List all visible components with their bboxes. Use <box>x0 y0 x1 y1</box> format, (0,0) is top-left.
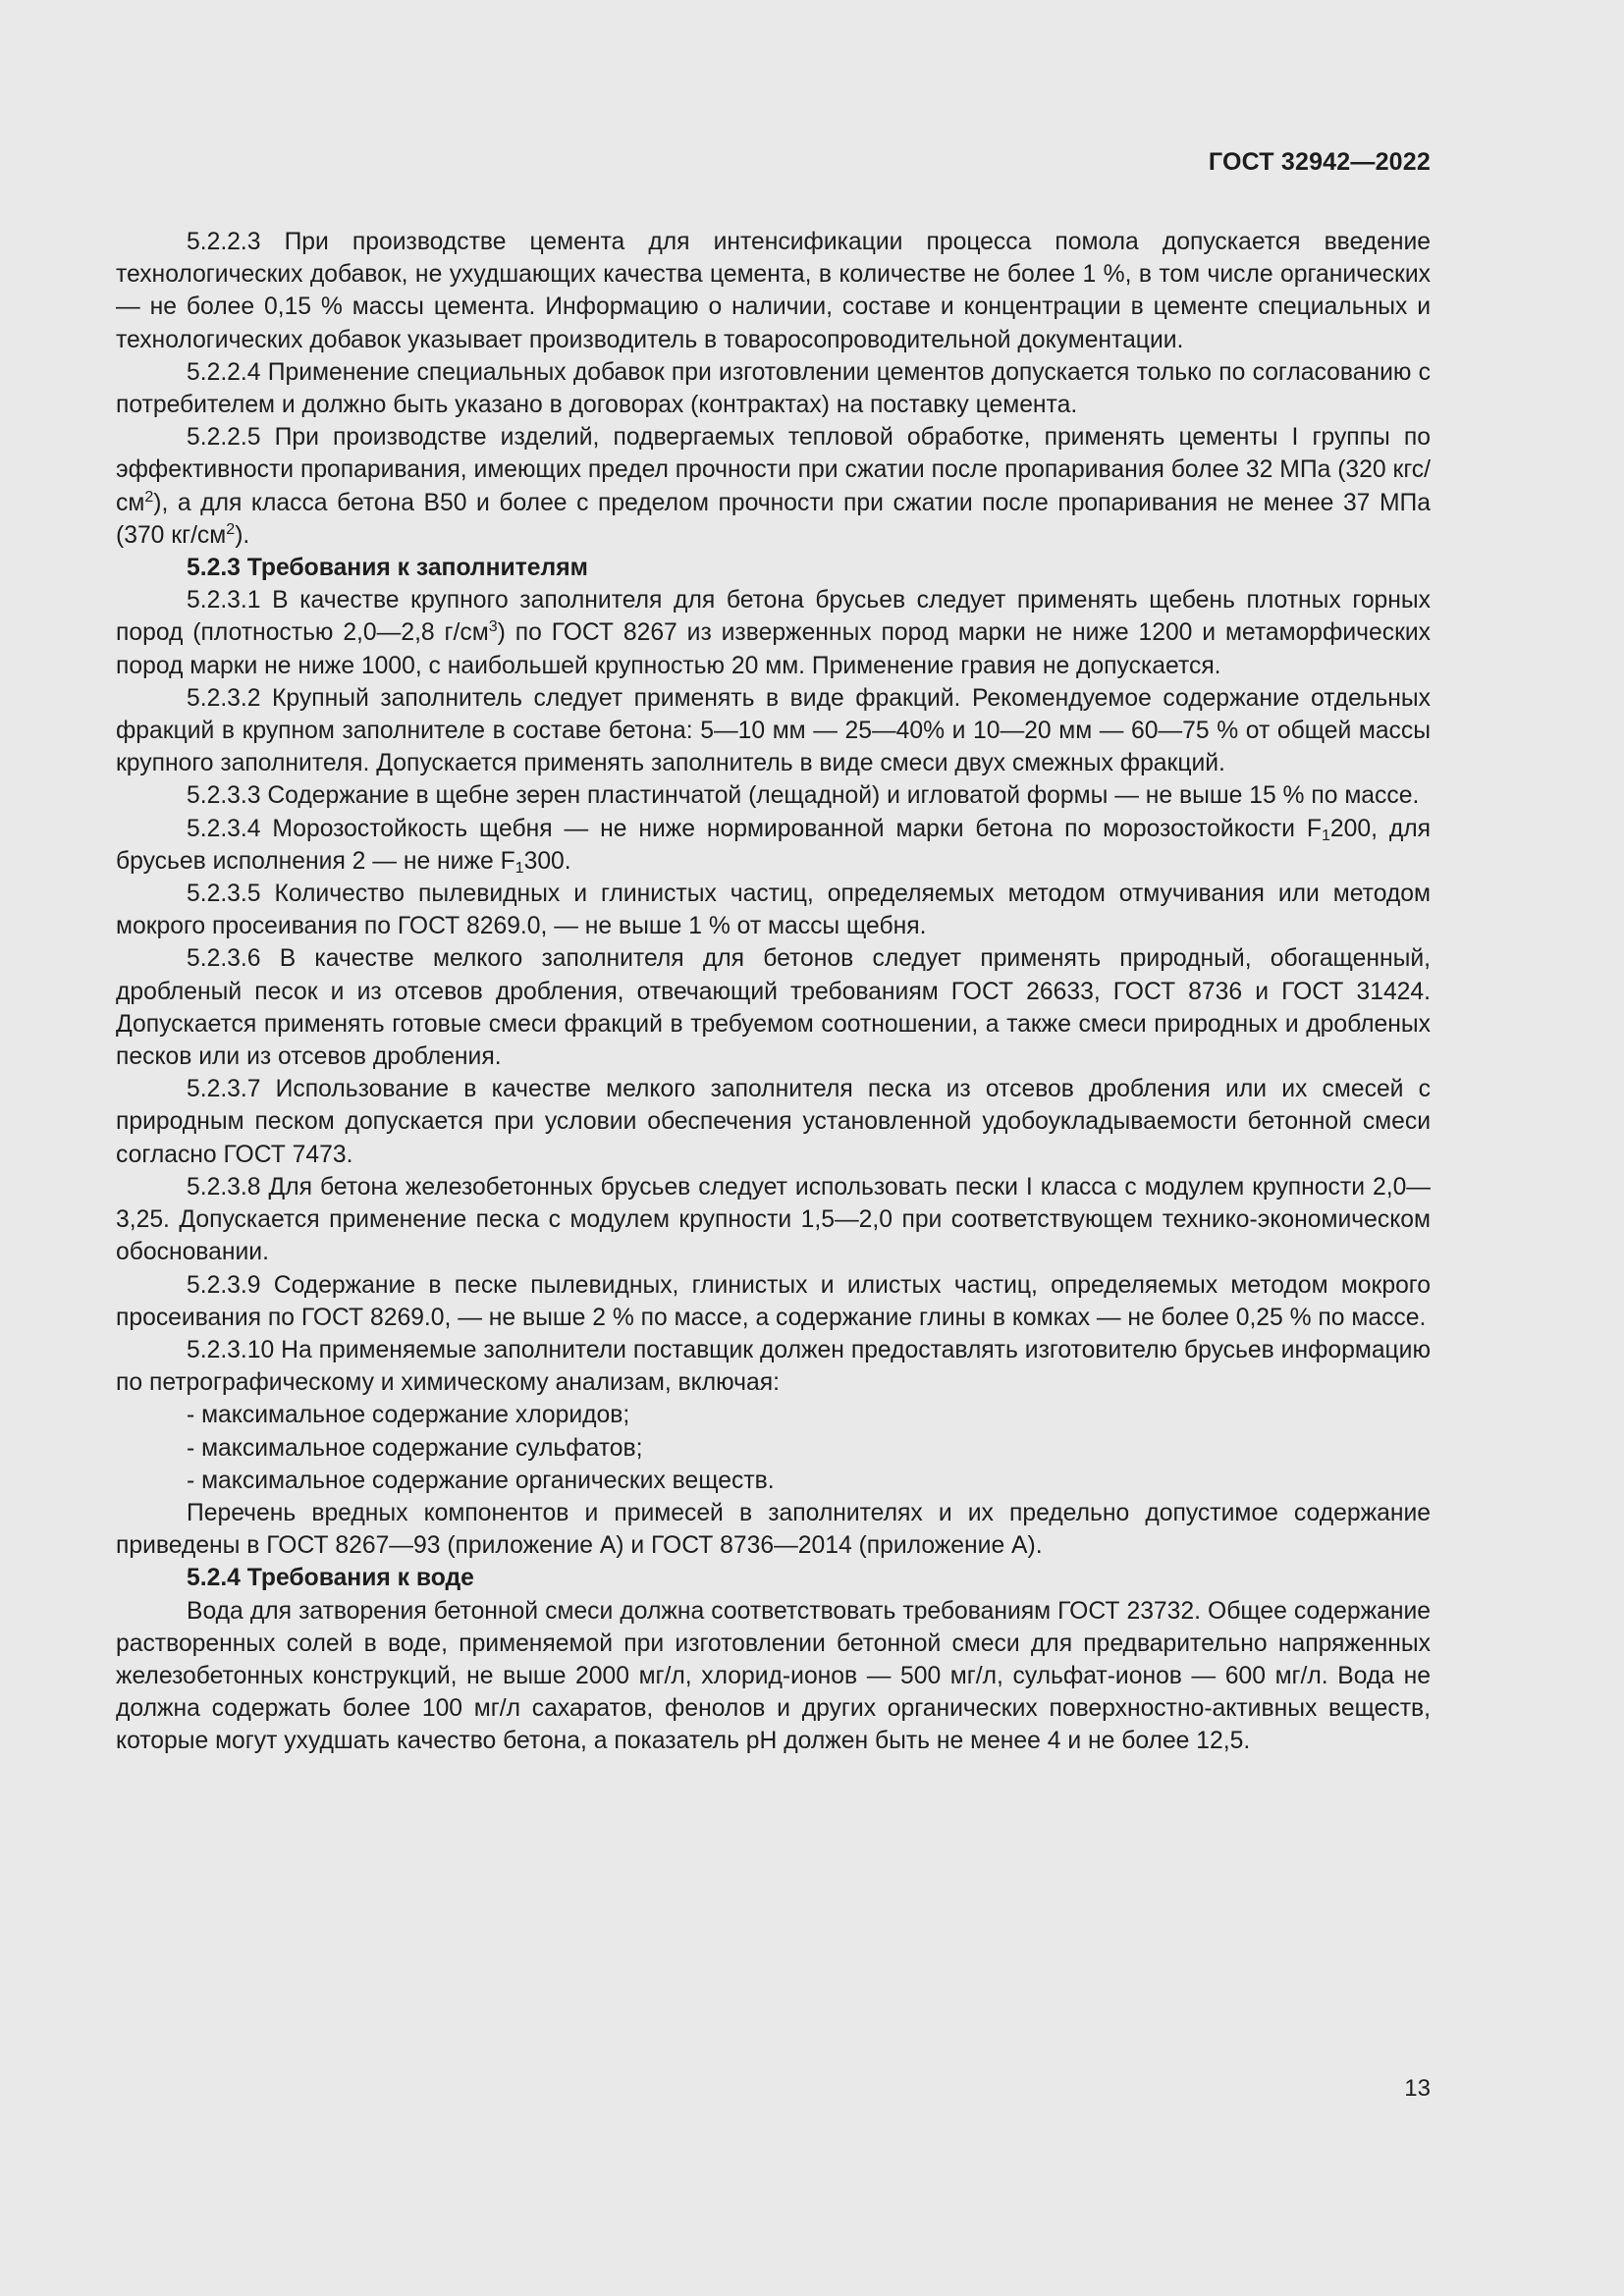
paragraph-5-2-3-7: 5.2.3.7 Использование в качестве мелкого заполнителя песка из отсевов дробления или их смесей с природным песком допускается при условии обеспечения установленной удобоукладываемости бетонной смеси согласно ГОСТ 7473. <box>116 1076 1431 1168</box>
paragraph-5-2-3-1 <box>116 584 1431 682</box>
paragraph-harmful-components: Перечень вредных компонентов и примесей в заполнителях и их предельно допустимое содержание приведены в ГОСТ 8267—93 (приложение А) и ГОСТ 8736—2014 (приложение А). <box>116 1499 1431 1560</box>
paragraph-5-2-3-10: 5.2.3.10 На применяемые заполнители поставщик должен предоставлять изготовителю брусьев информацию по петрографическому и химическому анализам, включая: <box>116 1336 1431 1397</box>
paragraph-5-2-3-8: 5.2.3.8 Для бетона железобетонных брусьев следует использовать пески I класса с модулем крупности 2,0—3,25. Допускается применение песка с модулем крупности 1,5—2,0 при соответствующем технико-экономическом обосновании. <box>116 1173 1431 1266</box>
paragraph-water-requirements: Вода для затворения бетонной смеси должна соответствовать требованиям ГОСТ 23732. Общее содержание растворенных солей в воде, применяемой при изготовлении бетонной смеси для предварительно напряженных железобетонных конструкций, не выше 2000 мг/л, хлорид-ионов — 500 мг/л, сульфат-ионов — 600 мг/л. Вода не должна содержать более 100 мг/л сахаратов, фенолов и других органических поверхностно-активных веществ, которые могут ухудшать качество бетона, а показатель рН должен быть не менее 4 и не более 12,5. <box>116 1597 1431 1755</box>
paragraph-5-2-2-5-text-c: ). <box>235 521 250 549</box>
superscript-3: 3 <box>488 617 498 636</box>
paragraph-5-2-3-4-text-a: 5.2.3.4 Морозостойкость щебня — не ниже нормированной марки бетона по морозостойкости F <box>187 815 1322 842</box>
list-item: - максимальное содержание сульфатов; <box>187 1434 643 1462</box>
paragraph-5-2-2-5 <box>116 421 1431 552</box>
paragraph-5-2-3-2: 5.2.3.2 Крупный заполнитель следует применять в виде фракций. Рекомендуемое содержание отдельных фракций в крупном заполнителе в составе бетона: 5—10 мм — 25—40% и 10—20 мм — 60—75 % от общей массы крупного заполнителя. Допускается применять заполнитель в виде смеси двух смежных фракций. <box>116 684 1431 777</box>
superscript-2: 2 <box>144 487 154 506</box>
list-item: - максимальное содержание хлоридов; <box>187 1402 630 1429</box>
paragraph-5-2-3-4-text-b: 200, для брусьев исполнения 2 — не ниже F <box>116 815 1431 875</box>
superscript-2: 2 <box>226 520 236 538</box>
paragraph-5-2-3-1-text-a: 5.2.3.1 В качестве крупного заполнителя для бетона брусьев следует применять щебень плотных горных пород (плотностью 2,0—2,8 г/см <box>116 587 1431 647</box>
paragraph-5-2-3-5: 5.2.3.5 Количество пылевидных и глинистых частиц, определяемых методом отмучивания или методом мокрого просеивания по ГОСТ 8269.0, — не выше 1 % от массы щебня. <box>116 881 1431 940</box>
paragraph-5-2-3-9: 5.2.3.9 Содержание в песке пылевидных, глинистых и илистых частиц, определяемых методом мокрого просеивания по ГОСТ 8269.0, — не выше 2 % по массе, а содержание глины в комках — не более 0,25 % по массе. <box>116 1271 1431 1331</box>
paragraph-5-2-2-5-text-b: ), а для класса бетона В50 и более с пределом прочности при сжатии после пропаривания не менее 37 МПа (370 кг/см <box>116 489 1431 549</box>
document-standard-id: ГОСТ 32942—2022 <box>1208 148 1431 176</box>
paragraph-5-2-3-1-text-b: ) по ГОСТ 8267 из изверженных пород марки не ниже 1200 и метаморфических пород марки не ниже 1000, с наибольшей крупностью 20 мм. Применение гравия не допускается. <box>116 619 1432 679</box>
paragraph-5-2-3-6: 5.2.3.6 В качестве мелкого заполнителя для бетонов следует применять природный, обогащенный, дробленый песок и из отсевов дробления, отвечающий требованиям ГОСТ 26633, ГОСТ 8736 и ГОСТ 31424. Допускается применять готовые смеси фракций в требуемом соотношении, а также смеси природных и дробленых песков или из отсевов дробления. <box>116 945 1431 1071</box>
section-heading-5-2-3: 5.2.3 Требования к заполнителям <box>187 555 588 582</box>
section-heading-5-2-4: 5.2.4 Требования к воде <box>187 1565 474 1592</box>
paragraph-5-2-3-4-text-c: 300. <box>523 847 571 875</box>
subscript-1: 1 <box>1321 826 1330 844</box>
document-body <box>116 226 1431 1758</box>
paragraph-5-2-3-4 <box>116 813 1431 878</box>
page-number: 13 <box>1404 2075 1431 2102</box>
paragraph-5-2-2-4: 5.2.2.4 Применение специальных добавок при изготовлении цементов допускается только по согласованию с потребителем и должно быть указано в договорах (контрактах) на поставку цемента. <box>116 358 1431 419</box>
list-item: - максимальное содержание органических веществ. <box>187 1467 775 1494</box>
paragraph-5-2-2-5-text-a: 5.2.2.5 При производстве изделий, подвергаемых тепловой обработке, применять цементы I группы по эффективности пропаривания, имеющих предел прочности при сжатии после пропаривания более 32 МПа (320 кгс/см <box>116 424 1431 516</box>
subscript-1: 1 <box>514 858 524 877</box>
paragraph-5-2-3-3: 5.2.3.3 Содержание в щебне зерен пластинчатой (лещадной) и игловатой формы — не выше 15 % по массе. <box>187 782 1420 810</box>
paragraph-5-2-2-3: 5.2.2.3 При производстве цемента для интенсификации процесса помола допускается введение технологических добавок, не ухудшающих качества цемента, в количестве не более 1 %, в том числе органических — не более 0,15 % массы цемента. Информацию о наличии, составе и концентрации в цементе специальных и технологических добавок указывает производитель в товаросопроводительной документации. <box>116 229 1431 353</box>
